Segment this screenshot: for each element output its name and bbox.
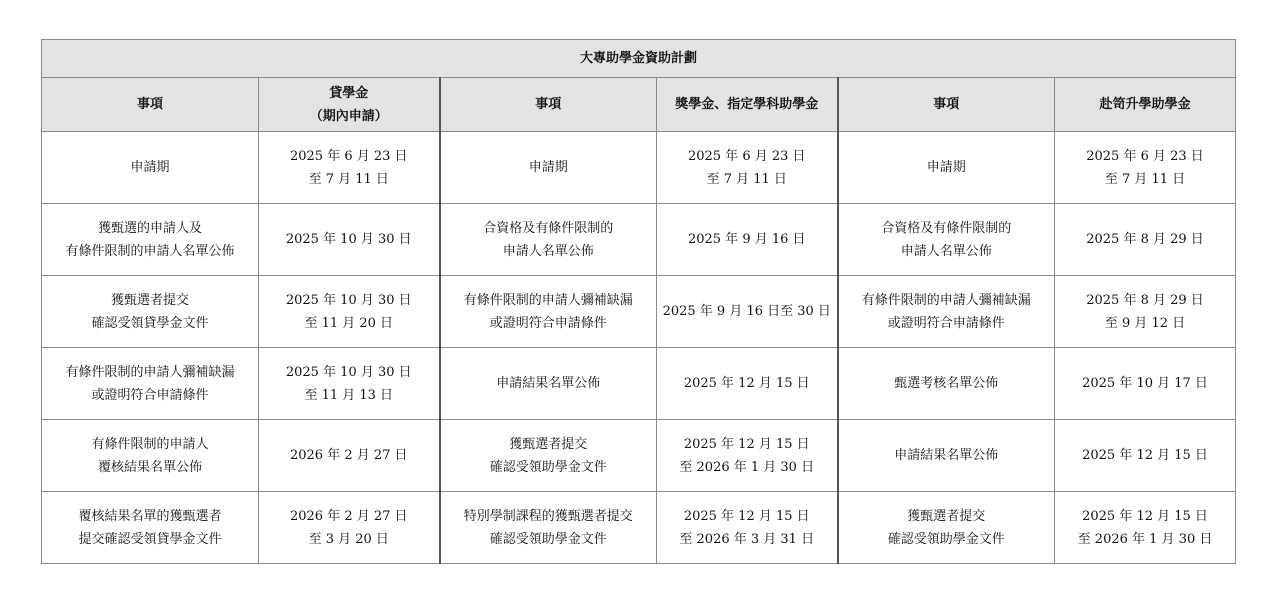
date-cell-line: 2026 年 2 月 27 日 [289,448,408,463]
date-cell-line: 至 9 月 12 日 [1104,315,1186,331]
item-cell [838,204,1055,276]
date-cell-line: 2025 年 12 月 15 日 [683,508,810,524]
date-cell-line: 至 2026 年 3 月 31 日 [679,531,815,547]
date-cell [259,348,440,420]
funding-schedule-table [41,39,1236,564]
header-loan-line: （期內申請） [309,108,388,124]
item-cell-line: 有條件限制的申請人名單公佈 [65,243,235,259]
date-cell [657,132,838,204]
date-cell-line: 2025 年 12 月 15 日 [1082,508,1208,524]
date-cell-line: 2025 年 10 月 30 日 [285,292,412,308]
item-cell [838,420,1055,492]
item-cell-line: 申請人名單公佈 [900,243,992,259]
item-cell [42,492,259,564]
item-cell [42,204,259,276]
item-cell [440,276,657,348]
item-cell-line: 有條件限制的申請人彌補缺漏 [463,292,633,308]
item-cell-line: 覆核結果名單的獲甄選者 [78,508,222,524]
date-cell-line: 至 7 月 11 日 [308,171,389,187]
item-cell-line: 確認受領貸學金文件 [91,315,209,331]
date-cell-line: 2025 年 10 月 30 日 [285,364,412,380]
date-cell [259,132,440,204]
date-cell [259,420,440,492]
item-cell [440,348,657,420]
item-cell-line: 申請期 [926,160,966,175]
date-cell-line: 2026 年 2 月 27 日 [289,508,408,524]
header-scholarship [657,78,838,132]
item-cell [440,132,657,204]
date-cell [1055,276,1236,348]
date-cell [259,204,440,276]
header-item-3-line: 事項 [933,97,960,112]
item-cell-line: 或證明符合申請條件 [887,315,1005,331]
date-cell-line: 至 3 月 20 日 [308,531,389,547]
item-cell-line: 或證明符合申請條件 [489,315,607,331]
date-cell-line: 2025 年 10 月 30 日 [285,232,412,247]
date-cell-line: 至 11 月 20 日 [304,315,394,331]
item-cell-line: 或證明符合申請條件 [91,387,209,403]
item-cell-line: 獲甄選者提交 [509,436,588,452]
item-cell-line: 確認受領助學金文件 [887,531,1005,547]
item-cell-line: 有條件限制的申請人 [91,436,209,452]
item-cell-line: 確認受領助學金文件 [489,531,607,547]
date-cell [657,420,838,492]
table-row [42,276,1236,348]
item-cell-line: 申請期 [130,160,170,175]
item-cell-line: 獲甄選者提交 [907,508,986,524]
date-cell [657,276,838,348]
item-cell-line: 合資格及有條件限制的 [483,220,614,236]
item-cell [440,492,657,564]
date-cell-line: 2025 年 6 月 23 日 [289,148,408,164]
header-item-2 [440,78,657,132]
date-cell-line: 2025 年 12 月 15 日 [683,376,810,391]
item-cell-line: 申請結果名單公佈 [496,376,601,391]
date-cell [1055,492,1236,564]
item-cell-line: 申請結果名單公佈 [894,448,999,463]
item-cell-line: 覆核結果名單公佈 [97,459,202,475]
table-title: 大專助學金資助計劃 [42,40,1236,78]
header-item-1 [42,78,259,132]
item-cell [440,420,657,492]
header-overseas-grant [1055,78,1236,132]
table-row [42,132,1236,204]
item-cell-line: 確認受領助學金文件 [489,459,607,475]
date-cell-line: 至 7 月 11 日 [706,171,787,187]
header-overseas-grant-line: 赴笥升學助學金 [1099,97,1191,112]
item-cell-line: 有條件限制的申請人彌補缺漏 [65,364,235,380]
item-cell-line: 特別學制課程的獲甄選者提交 [463,508,633,524]
date-cell-line: 2025 年 6 月 23 日 [1086,148,1204,164]
header-item-1-line: 事項 [136,97,163,112]
header-item-2-line: 事項 [535,97,562,112]
date-cell [1055,420,1236,492]
date-cell-line: 至 2026 年 1 月 30 日 [679,459,815,475]
item-cell [838,132,1055,204]
item-cell-line: 獲甄選的申請人及 [97,220,202,236]
table-row [42,420,1236,492]
date-cell [259,492,440,564]
header-scholarship-line: 獎學金、指定學科助學金 [675,97,819,112]
table-title-row [42,40,1236,78]
date-cell [259,276,440,348]
table-row [42,492,1236,564]
table-row [42,204,1236,276]
item-cell [42,348,259,420]
date-cell-line: 至 2026 年 1 月 30 日 [1077,531,1213,547]
date-cell-line: 至 11 月 13 日 [304,387,394,403]
date-cell [657,492,838,564]
date-cell-line: 2025 年 6 月 23 日 [687,148,806,164]
date-cell [657,348,838,420]
date-cell [1055,204,1236,276]
item-cell [440,204,657,276]
date-cell-line: 2025 年 8 月 29 日 [1086,292,1204,308]
table-row [42,348,1236,420]
item-cell [42,420,259,492]
item-cell-line: 申請人名單公佈 [502,243,594,259]
item-cell [42,276,259,348]
item-cell [838,492,1055,564]
item-cell-line: 獲甄選者提交 [110,292,189,308]
header-loan [259,78,440,132]
date-cell [1055,132,1236,204]
header-item-3 [838,78,1055,132]
item-cell-line: 申請期 [528,160,568,175]
item-cell [42,132,259,204]
date-cell-line: 2025 年 10 月 17 日 [1082,376,1208,391]
item-cell-line: 有條件限制的申請人彌補缺漏 [861,292,1031,308]
date-cell [1055,348,1236,420]
header-row [42,78,1236,132]
date-cell-line: 2025 年 12 月 15 日 [683,436,810,452]
item-cell [838,276,1055,348]
date-cell-line: 2025 年 9 月 16 日至 30 日 [662,304,831,319]
date-cell-line: 2025 年 8 月 29 日 [1086,232,1204,247]
header-loan-line: 貸學金 [329,85,369,101]
item-cell-line: 提交確認受領貸學金文件 [78,531,222,547]
date-cell [657,204,838,276]
item-cell-line: 甄選考核名單公佈 [894,376,999,391]
item-cell-line: 合資格及有條件限制的 [881,220,1012,236]
date-cell-line: 至 7 月 11 日 [1104,171,1186,187]
item-cell [838,348,1055,420]
date-cell-line: 2025 年 12 月 15 日 [1082,448,1208,463]
date-cell-line: 2025 年 9 月 16 日 [687,232,806,247]
